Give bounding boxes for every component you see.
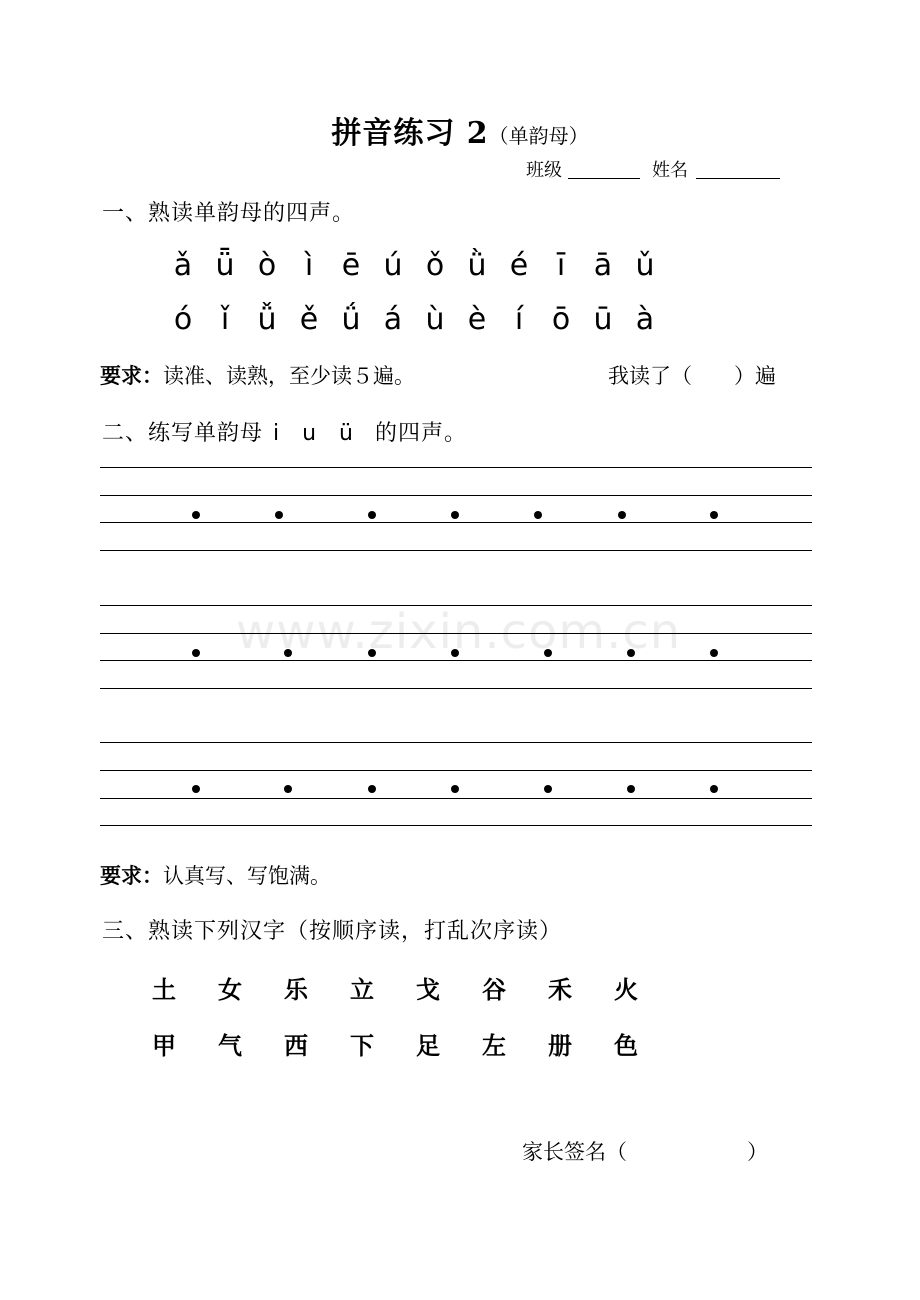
read-count: 我读了（ ）遍 <box>608 364 776 388</box>
pinyin-item: ě <box>299 302 319 337</box>
hanzi-item: 气 <box>218 1031 242 1060</box>
section2-letters: i u ü <box>273 421 362 446</box>
writing-dot <box>451 785 459 793</box>
hanzi-item: 册 <box>548 1031 572 1060</box>
pinyin-item: é <box>509 248 529 283</box>
writing-dot <box>710 511 718 519</box>
writing-line <box>100 825 812 826</box>
class-label: 班级 <box>526 160 562 181</box>
pinyin-item: ǘ <box>341 302 361 337</box>
pinyin-item: ǔ <box>635 248 655 283</box>
pinyin-item: ī <box>556 248 566 283</box>
requirement-1 <box>100 360 415 390</box>
writing-dot <box>284 785 292 793</box>
pinyin-item: í <box>514 302 524 337</box>
writing-dot <box>544 785 552 793</box>
hanzi-item: 色 <box>614 1031 638 1060</box>
hanzi-item: 足 <box>416 1031 440 1060</box>
writing-line <box>100 522 812 523</box>
requirement-text: 读准、读熟，至少读５遍。 <box>163 364 415 388</box>
writing-dot <box>710 649 718 657</box>
hanzi-item: 火 <box>614 975 638 1004</box>
writing-dot <box>534 511 542 519</box>
writing-line <box>100 798 812 799</box>
parent-signature <box>522 1136 768 1166</box>
hanzi-item: 西 <box>284 1031 308 1060</box>
hanzi-item: 女 <box>218 975 242 1004</box>
writing-line <box>100 688 812 689</box>
writing-line <box>100 495 812 496</box>
pinyin-item: ò <box>257 248 277 283</box>
pinyin-item: ā <box>593 248 613 283</box>
signature-close: ） <box>747 1140 768 1164</box>
pinyin-item: á <box>383 302 403 337</box>
pinyin-item: ì <box>304 248 314 283</box>
section2-heading <box>102 416 467 447</box>
requirement-label: 要求： <box>100 364 163 388</box>
pinyin-item: ǎ <box>173 248 193 283</box>
name-label: 姓名 <box>652 160 688 181</box>
requirement-2 <box>100 860 331 890</box>
title-main: 拼音练习 2 <box>331 116 489 151</box>
hanzi-item: 甲 <box>152 1031 176 1060</box>
writing-dot <box>710 785 718 793</box>
name-blank[interactable] <box>696 178 780 179</box>
writing-dot <box>368 511 376 519</box>
pinyin-item: à <box>635 302 655 337</box>
writing-dot <box>618 511 626 519</box>
pinyin-item: ú <box>383 248 403 283</box>
pinyin-item: ō <box>551 302 571 337</box>
pinyin-item: è <box>467 302 487 337</box>
class-blank[interactable] <box>568 178 640 179</box>
watermark: www.zixin.com.cn <box>236 604 682 660</box>
pinyin-item: ǜ <box>467 248 487 283</box>
writing-line <box>100 550 812 551</box>
section2-heading-suffix: 的四声。 <box>375 421 468 446</box>
hanzi-item: 谷 <box>482 975 506 1004</box>
hanzi-item: 立 <box>350 975 374 1004</box>
hanzi-item: 左 <box>482 1031 506 1060</box>
pinyin-item: ù <box>425 302 445 337</box>
requirement-label: 要求： <box>100 864 163 888</box>
pinyin-item: ǚ <box>257 302 277 337</box>
hanzi-item: 戈 <box>416 975 440 1004</box>
hanzi-item: 下 <box>350 1031 374 1060</box>
writing-line <box>100 660 812 661</box>
writing-line <box>100 467 812 468</box>
title-sub: （单韵母） <box>488 124 589 148</box>
pinyin-row-2 <box>162 302 666 337</box>
writing-dot <box>192 649 200 657</box>
pinyin-row-1 <box>162 248 666 283</box>
writing-dot <box>627 785 635 793</box>
writing-line <box>100 770 812 771</box>
section1-heading: 一、熟读单韵母的四声。 <box>102 201 356 226</box>
hanzi-item: 乐 <box>284 975 308 1004</box>
writing-dot <box>451 511 459 519</box>
writing-dot <box>275 511 283 519</box>
hanzi-row-2 <box>152 1026 680 1061</box>
requirement-text: 认真写、写饱满。 <box>163 864 331 888</box>
section2-heading-prefix: 二、练写单韵母 <box>102 421 264 446</box>
pinyin-item: ǖ <box>215 248 235 283</box>
section3-heading: 三、熟读下列汉字（按顺序读，打乱次序读） <box>102 919 563 944</box>
pinyin-item: ó <box>173 302 193 337</box>
pinyin-item: ū <box>593 302 613 337</box>
writing-line <box>100 742 812 743</box>
writing-dot <box>192 785 200 793</box>
hanzi-item: 禾 <box>548 975 572 1004</box>
pinyin-item: ē <box>341 248 361 283</box>
writing-dot <box>368 785 376 793</box>
signature-label: 家长签名（ <box>522 1140 627 1164</box>
hanzi-row-1 <box>152 970 680 1005</box>
pinyin-item: ǐ <box>220 302 230 337</box>
pinyin-item: ǒ <box>425 248 445 283</box>
writing-dot <box>192 511 200 519</box>
class-name-row <box>526 156 780 182</box>
page-title <box>0 108 920 152</box>
hanzi-item: 土 <box>152 975 176 1004</box>
